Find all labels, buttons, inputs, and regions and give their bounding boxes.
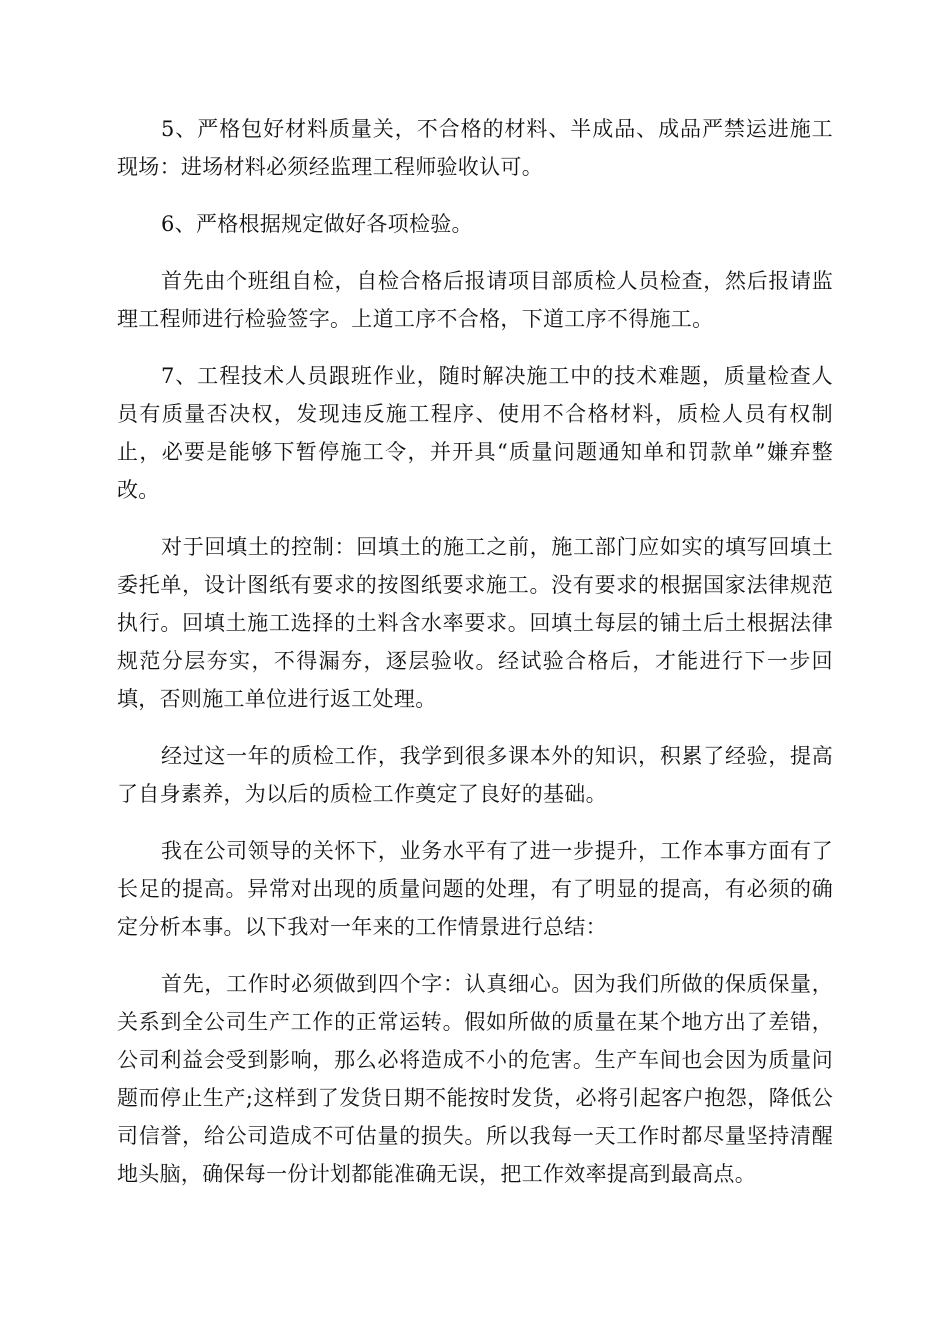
paragraph-year-experience: 经过这一年的质检工作，我学到很多课本外的知识，积累了经验，提高了自身素养，为以后的质检工作奠定了良好的基础。 xyxy=(117,744,833,806)
paragraph-summary-intro: 我在公司领导的关怀下，业务水平有了进一步提升，工作本事方面有了长足的提高。异常对出现的质量问题的处理，有了明显的提高，有必须的确定分析本事。以下我对一年来的工作情景进行总结： xyxy=(117,839,833,939)
paragraph-self-check: 首先由个班组自检，自检合格后报请项目部质检人员检查，然后报请监理工程师进行检验签字。上道工序不合格，下道工序不得施工。 xyxy=(117,269,833,331)
document-page xyxy=(117,110,833,1212)
paragraph-material-quality: 5、严格包好材料质量关，不合格的材料、半成品、成品严禁运进施工现场：进场材料必须经监理工程师验收认可。 xyxy=(117,117,833,179)
paragraph-technical-staff: 7、工程技术人员跟班作业，随时解决施工中的技术难题，质量检查人员有质量否决权，发现违反施工程序、使用不合格材料，质检人员有权制止，必要是能够下暂停施工令，并开具“质量问题通知单和罚款单”嫌弃整改。 xyxy=(117,364,833,502)
paragraph-backfill-control: 对于回填土的控制：回填土的施工之前，施工部门应如实的填写回填土委托单，设计图纸有要求的按图纸要求施工。没有要求的根据国家法律规范执行。回填土施工选择的土料含水率要求。回填土每层的铺土后土根据法律规范分层夯实，不得漏夯，逐层验收。经试验合格后，才能进行下一步回填，否则施工单位进行返工处理。 xyxy=(117,535,833,711)
paragraph-inspection-rule: 6、严格根据规定做好各项检验。 xyxy=(161,212,473,236)
paragraph-careful-work: 首先，工作时必须做到四个字：认真细心。因为我们所做的保质保量，关系到全公司生产工作的正常运转。假如所做的质量在某个地方出了差错，公司利益会受到影响，那么必将造成不小的危害。生产车间也会因为质量问题而停止生产;这样到了发货日期不能按时发货，必将引起客户抱怨，降低公司信誉，给公司造成不可估量的损失。所以我每一天工作时都尽量坚持清醒地头脑，确保每一份计划都能准确无误，把工作效率提高到最高点。 xyxy=(117,972,833,1186)
